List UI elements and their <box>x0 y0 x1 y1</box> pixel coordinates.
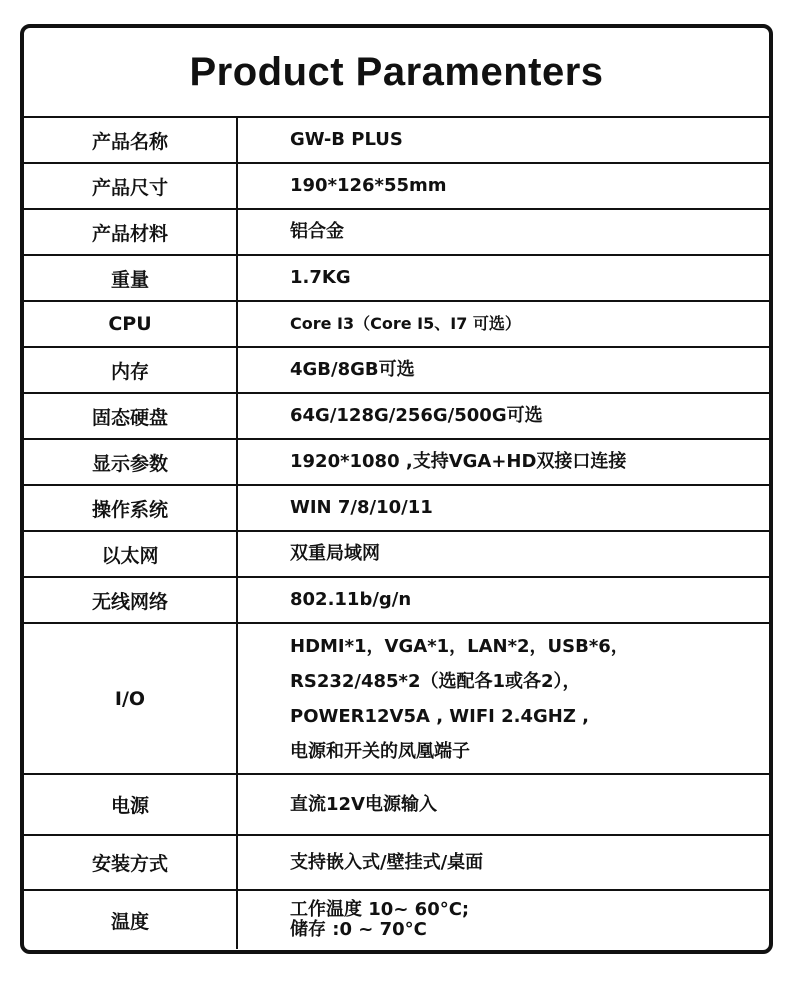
row-label: 安装方式 <box>24 836 238 889</box>
value-line: 1.7KG <box>290 267 351 289</box>
value-line: WIN 7/8/10/11 <box>290 497 433 519</box>
row-label: 内存 <box>24 348 238 392</box>
page-title: Product Paramenters <box>189 49 604 94</box>
value-line: 双重局域网 <box>290 543 380 565</box>
row-value <box>238 164 769 208</box>
table-row-display <box>24 440 769 486</box>
table-row-product-name <box>24 118 769 164</box>
parameter-card <box>20 24 773 954</box>
value-line: 4GB/8GB可选 <box>290 359 415 381</box>
table-row-material <box>24 210 769 256</box>
value-line: 工作温度 10~ 60°C; <box>290 899 470 920</box>
row-label: CPU <box>24 302 238 346</box>
row-label: 产品材料 <box>24 210 238 254</box>
table-row-installation <box>24 836 769 891</box>
table-row-ssd <box>24 394 769 440</box>
value-line: 直流12V电源输入 <box>290 793 437 815</box>
row-value <box>238 891 769 949</box>
row-label: 产品尺寸 <box>24 164 238 208</box>
value-line: 铝合金 <box>290 221 344 243</box>
table-row-cpu <box>24 302 769 348</box>
row-value <box>238 486 769 530</box>
table-row-temperature <box>24 891 769 949</box>
row-value <box>238 118 769 162</box>
value-line: 64G/128G/256G/500G可选 <box>290 405 543 427</box>
row-label: 无线网络 <box>24 578 238 622</box>
table-row-memory <box>24 348 769 394</box>
row-value <box>238 348 769 392</box>
row-value <box>238 624 769 773</box>
table-row-weight <box>24 256 769 302</box>
table-row-os <box>24 486 769 532</box>
value-line: 190*126*55mm <box>290 175 447 197</box>
row-value <box>238 256 769 300</box>
value-line: RS232/485*2（选配各1或各2）， <box>290 670 581 692</box>
row-value <box>238 302 769 346</box>
row-label: 温度 <box>24 891 238 949</box>
row-value <box>238 775 769 834</box>
table-row-ethernet <box>24 532 769 578</box>
value-line: HDMI*1，VGA*1，LAN*2，USB*6， <box>290 635 629 657</box>
row-value <box>238 578 769 622</box>
row-value <box>238 836 769 889</box>
table-row-power <box>24 775 769 836</box>
row-label: 显示参数 <box>24 440 238 484</box>
value-line: 电源和开关的凤凰端子 <box>290 740 470 762</box>
value-line: Core I3（Core I5、I7 可选） <box>290 314 521 334</box>
row-label: 重量 <box>24 256 238 300</box>
row-label: 以太网 <box>24 532 238 576</box>
row-label: I/O <box>24 624 238 773</box>
value-line: POWER12V5A , WIFI 2.4GHZ , <box>290 705 590 727</box>
parameter-table <box>24 118 769 950</box>
row-label: 操作系统 <box>24 486 238 530</box>
row-label: 固态硬盘 <box>24 394 238 438</box>
value-line: 支持嵌入式/壁挂式/桌面 <box>290 851 484 873</box>
row-value <box>238 394 769 438</box>
value-line: GW-B PLUS <box>290 129 403 151</box>
value-line: 802.11b/g/n <box>290 589 412 611</box>
value-line: 1920*1080 ,支持VGA+HD双接口连接 <box>290 451 627 473</box>
row-label: 产品名称 <box>24 118 238 162</box>
table-row-io <box>24 624 769 775</box>
table-row-product-size <box>24 164 769 210</box>
row-value <box>238 210 769 254</box>
row-value <box>238 440 769 484</box>
value-line: 储存 :0 ~ 70°C <box>290 919 427 940</box>
row-label: 电源 <box>24 775 238 834</box>
table-row-wireless <box>24 578 769 624</box>
row-value <box>238 532 769 576</box>
